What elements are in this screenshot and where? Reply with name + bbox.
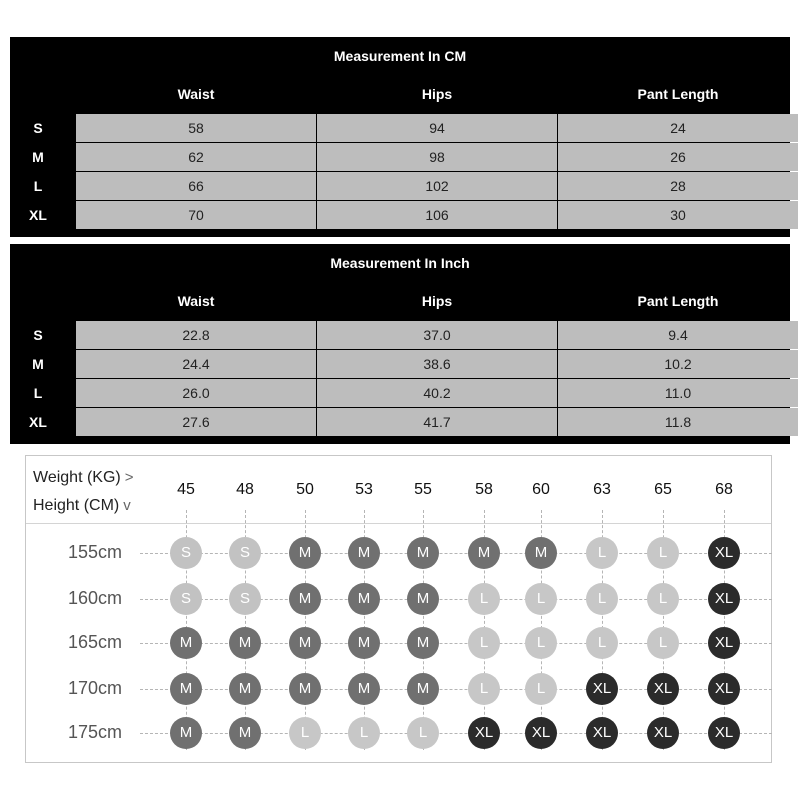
size-dot: L <box>525 627 557 659</box>
weight-column-label: 55 <box>414 481 432 498</box>
height-row-label: 155cm <box>67 542 123 562</box>
table-cell: 40.2 <box>317 379 557 407</box>
column-header: Waist <box>177 293 215 309</box>
table-cell: 98 <box>317 143 557 171</box>
size-dot: M <box>289 673 321 705</box>
table-cell: 22.8 <box>76 321 316 349</box>
size-dot: M <box>348 537 380 569</box>
size-dot: S <box>170 583 202 615</box>
table-title: Measurement In Inch <box>330 255 470 271</box>
table-cell: 24.4 <box>76 350 316 378</box>
size-dot: XL <box>708 537 740 569</box>
size-row-label: XL <box>29 414 47 430</box>
size-dot: XL <box>708 673 740 705</box>
weight-column-label: 53 <box>355 481 373 498</box>
height-row-label: 165cm <box>67 632 123 652</box>
weight-column-label: 63 <box>593 481 611 498</box>
column-header: Hips <box>421 86 453 102</box>
size-dot: XL <box>586 717 618 749</box>
size-dot: M <box>289 627 321 659</box>
size-dot: L <box>468 673 500 705</box>
size-dot: L <box>647 537 679 569</box>
table-cell: 58 <box>76 114 316 142</box>
table-cell: 24 <box>558 114 798 142</box>
size-dot: M <box>170 717 202 749</box>
size-dot: M <box>525 537 557 569</box>
table-cell: 41.7 <box>317 408 557 436</box>
size-row-label: L <box>33 385 43 401</box>
weight-column-label: 48 <box>236 481 254 498</box>
column-header: Hips <box>421 293 453 309</box>
size-row-label: M <box>32 356 44 372</box>
height-axis-label: Height (CM) v <box>33 497 131 514</box>
size-dot: L <box>468 627 500 659</box>
size-dot: L <box>289 717 321 749</box>
size-dot: S <box>229 537 261 569</box>
table-cell: 37.0 <box>317 321 557 349</box>
size-dot: XL <box>708 627 740 659</box>
size-dot: M <box>229 717 261 749</box>
table-cell: 9.4 <box>558 321 798 349</box>
column-header: Pant Length <box>637 86 719 102</box>
height-row-label: 160cm <box>67 588 123 608</box>
size-row-label: S <box>33 120 43 136</box>
size-dot: M <box>407 627 439 659</box>
height-row-label: 175cm <box>67 722 123 742</box>
weight-column-label: 58 <box>475 481 493 498</box>
size-dot: L <box>586 537 618 569</box>
size-dot: XL <box>708 717 740 749</box>
size-dot: M <box>170 673 202 705</box>
table-title: Measurement In CM <box>333 48 467 64</box>
size-dot: L <box>525 583 557 615</box>
table-cell: 11.8 <box>558 408 798 436</box>
size-dot: L <box>525 673 557 705</box>
size-dot: M <box>229 673 261 705</box>
size-dot: L <box>586 583 618 615</box>
size-dot: M <box>468 537 500 569</box>
column-header: Waist <box>177 86 215 102</box>
size-dot: M <box>407 673 439 705</box>
table-cell: 70 <box>76 201 316 229</box>
size-dot: M <box>348 583 380 615</box>
size-dot: XL <box>647 717 679 749</box>
size-dot: XL <box>525 717 557 749</box>
weight-column-label: 65 <box>654 481 672 498</box>
size-dot: XL <box>468 717 500 749</box>
table-cell: 102 <box>317 172 557 200</box>
size-dot: L <box>348 717 380 749</box>
table-cell: 11.0 <box>558 379 798 407</box>
size-dot: S <box>170 537 202 569</box>
size-dot: L <box>586 627 618 659</box>
size-dot: L <box>468 583 500 615</box>
size-dot: L <box>647 583 679 615</box>
height-row-label: 170cm <box>67 678 123 698</box>
size-dot: M <box>170 627 202 659</box>
table-cell: 10.2 <box>558 350 798 378</box>
size-row-label: XL <box>29 207 47 223</box>
size-dot: XL <box>647 673 679 705</box>
size-dot: L <box>647 627 679 659</box>
measurement-table <box>10 244 790 444</box>
size-dot: S <box>229 583 261 615</box>
table-cell: 28 <box>558 172 798 200</box>
table-cell: 27.6 <box>76 408 316 436</box>
size-row-label: S <box>33 327 43 343</box>
size-dot: L <box>407 717 439 749</box>
size-dot: M <box>348 673 380 705</box>
measurement-table <box>10 37 790 237</box>
size-dot: XL <box>586 673 618 705</box>
table-cell: 30 <box>558 201 798 229</box>
table-cell: 38.6 <box>317 350 557 378</box>
size-dot: M <box>289 537 321 569</box>
weight-column-label: 45 <box>177 481 195 498</box>
size-dot: M <box>289 583 321 615</box>
column-header: Pant Length <box>637 293 719 309</box>
weight-column-label: 50 <box>296 481 314 498</box>
size-row-label: L <box>33 178 43 194</box>
table-cell: 62 <box>76 143 316 171</box>
weight-column-label: 68 <box>715 481 733 498</box>
size-dot: XL <box>708 583 740 615</box>
size-dot: M <box>407 583 439 615</box>
table-cell: 94 <box>317 114 557 142</box>
table-cell: 66 <box>76 172 316 200</box>
size-dot: M <box>229 627 261 659</box>
table-cell: 26 <box>558 143 798 171</box>
weight-column-label: 60 <box>532 481 550 498</box>
size-dot: M <box>407 537 439 569</box>
size-dot: M <box>348 627 380 659</box>
size-row-label: M <box>32 149 44 165</box>
table-cell: 26.0 <box>76 379 316 407</box>
weight-axis-label: Weight (KG) > <box>33 469 134 486</box>
table-cell: 106 <box>317 201 557 229</box>
